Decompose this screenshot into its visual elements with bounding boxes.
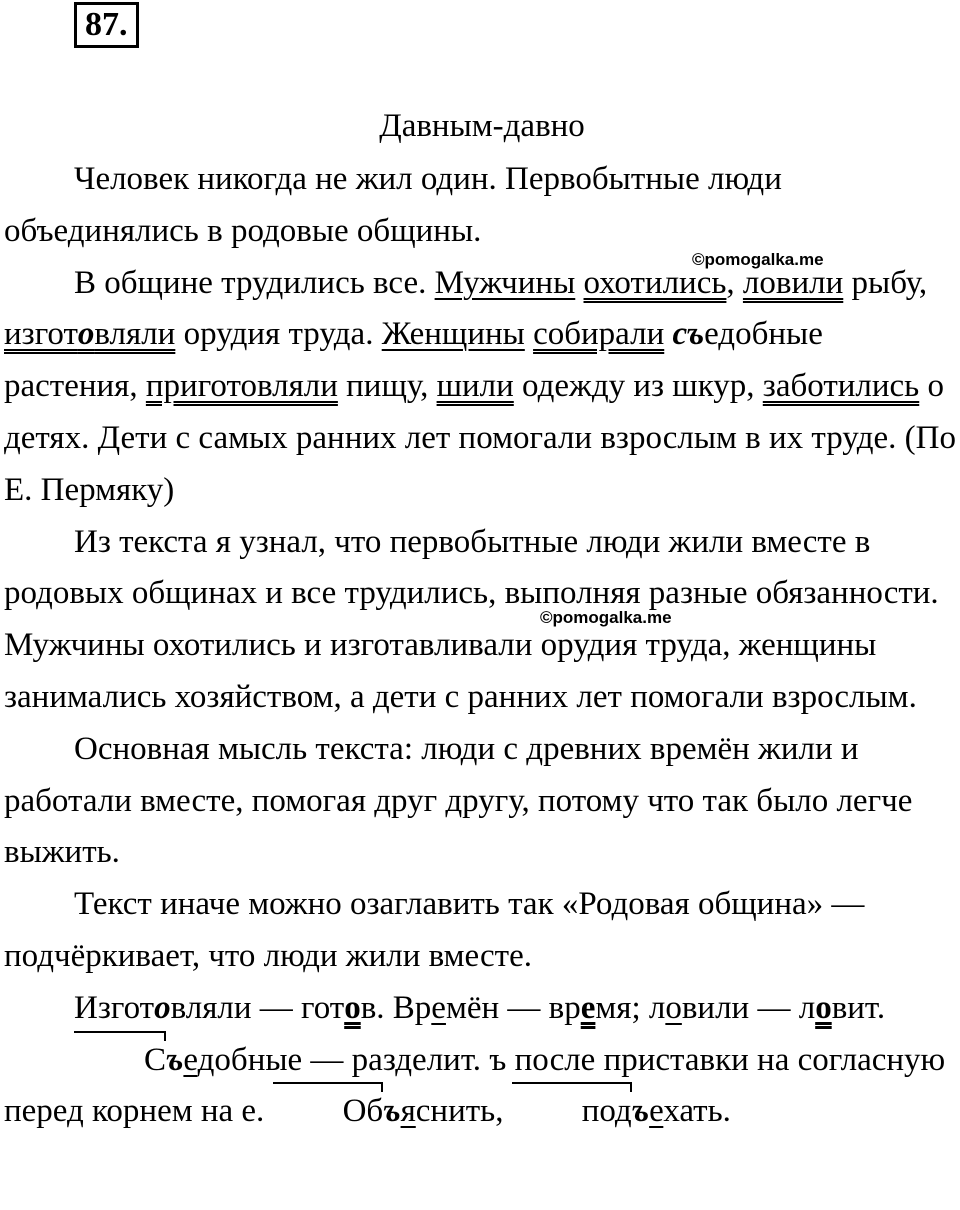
text-segment: о детях. Дети с самых ранних лет помогали взрослым в их труде. (По Е. Пермяку) xyxy=(4,368,956,508)
checked-vowel: е xyxy=(431,989,446,1026)
watermark-1: ©pomogalka.me xyxy=(692,250,824,269)
text-segment: вили — л xyxy=(681,989,816,1026)
checked-vowel: о xyxy=(665,989,682,1026)
paragraph-4: Основная мысль текста: люди с древних времён жили и работали вместе, помогая друг другу, потому что так было легче выжить. xyxy=(4,730,913,871)
highlight-letters: съ xyxy=(672,316,705,353)
paragraph-2 xyxy=(4,258,960,517)
prefix-mark: С xyxy=(74,1035,166,1087)
text-segment: пищу, xyxy=(337,368,437,405)
subject-word: Мужчины xyxy=(434,264,576,301)
vowel-after-sign: е xyxy=(183,1041,198,1078)
highlight-vowel: о xyxy=(77,316,95,353)
stressed-vowel: е xyxy=(580,989,596,1026)
highlight-vowel: о xyxy=(154,989,171,1026)
prefix-mark: под xyxy=(512,1086,632,1138)
text-segment: едобные растения, xyxy=(4,316,823,405)
hard-sign: ъ xyxy=(166,1041,184,1078)
hard-sign: ъ xyxy=(631,1093,650,1130)
subject-word: Женщины xyxy=(381,316,525,353)
text-segment: вит. xyxy=(831,989,886,1026)
predicate-word xyxy=(4,316,175,352)
paragraph-1: Человек никогда не жил один. Первобытные люди объединялись в родовые общины. xyxy=(4,161,782,249)
predicate-word: ловили xyxy=(742,264,844,301)
text-segment: вляли xyxy=(94,316,176,353)
predicate-word: приготовляли xyxy=(145,368,338,405)
paragraph-3: Из текста я узнал, что первобытные люди жили вместе в родовых общинах и все трудились, выполняя разные обязанности. Мужчины охотились и изготавливали орудия труда, женщины занимались хозяйством, а дети с ранних лет помогали взрослым. xyxy=(4,523,939,715)
text-title: Давным-давно xyxy=(379,108,585,144)
text-segment: , xyxy=(726,264,743,301)
text-segment: вляли — гот xyxy=(170,989,345,1026)
text-segment: снить, xyxy=(415,1093,512,1130)
text-segment: добные — разделит. ъ после приставки на согласную перед корнем на е. xyxy=(4,1041,946,1130)
text-segment xyxy=(575,265,583,301)
paragraph-5: Текст иначе можно озаглавить так «Родовая община» —подчёркивает, что люди жили вместе. xyxy=(4,886,865,974)
text-segment: мя; л xyxy=(595,989,666,1026)
predicate-word: охотились xyxy=(583,264,727,301)
paragraph-7 xyxy=(4,1035,960,1139)
vowel-after-sign: е xyxy=(649,1093,664,1130)
text-segment: Изгот xyxy=(74,989,155,1026)
paragraph-6 xyxy=(4,983,960,1035)
prefix-mark: Об xyxy=(273,1086,384,1138)
text-segment: хать. xyxy=(663,1093,731,1130)
text-segment: В общине трудились все. xyxy=(74,264,435,301)
stressed-vowel: о xyxy=(815,989,832,1026)
document-body xyxy=(4,98,960,1138)
text-segment: мён — вр xyxy=(445,989,581,1026)
text-segment: рыбу, xyxy=(843,264,928,301)
text-segment: орудия труда. xyxy=(175,316,382,353)
hard-sign: ъ xyxy=(383,1093,401,1130)
predicate-word: шили xyxy=(436,368,514,405)
text-segment xyxy=(525,316,533,352)
text-segment: в. Вр xyxy=(360,989,432,1026)
vowel-after-sign: я xyxy=(400,1093,416,1130)
text-segment: одежду из шкур, xyxy=(513,368,763,405)
watermark-2: ©pomogalka.me xyxy=(540,608,672,627)
predicate-word: заботились xyxy=(762,368,920,405)
stressed-vowel: о xyxy=(344,989,361,1026)
exercise-number: 87. xyxy=(74,2,139,48)
text-segment: изгот xyxy=(4,316,78,353)
predicate-word: собирали xyxy=(533,316,665,353)
